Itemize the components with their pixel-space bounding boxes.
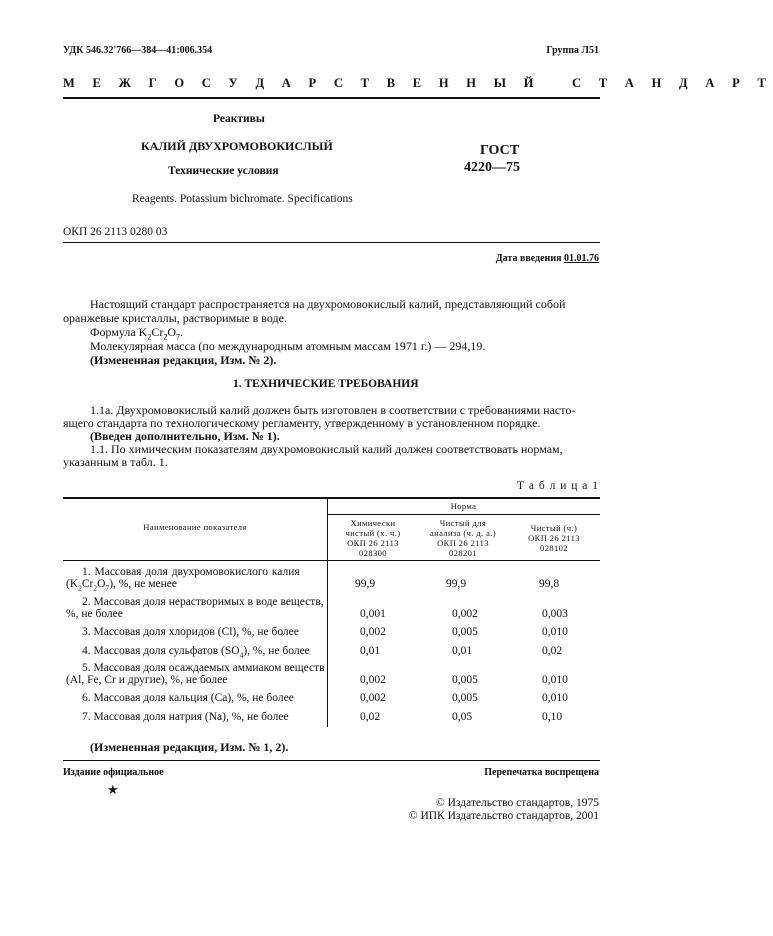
column-header-indicator: Наименование показателя <box>143 522 247 532</box>
row-5-value-3: 0,010 <box>542 674 568 686</box>
star-icon: ★ <box>107 782 119 797</box>
molecular-mass: Молекулярная масса (по международным атомным массам 1971 г.) — 294,19. <box>90 339 486 353</box>
clause-1-1a-line-2: ящего стандарта по технологическому регламенту, утвержденному в установленном порядке. <box>63 416 541 430</box>
copyright-1975: © Издательство стандартов, 1975 <box>435 797 599 809</box>
row-1-label-cont: $(K_2Cr_2O_7)$, %, не менее <box>66 578 177 593</box>
clause-1-1-line-1: 1.1. По химическим показателям двухромовокислый калий должен соответствовать нормам, <box>90 442 563 456</box>
gost-number: 4220—75 <box>464 160 520 175</box>
row-2-label: 2. Массовая доля нерастворимых в воде веществ, <box>82 596 324 608</box>
intro-amendment: (Измененная редакция, Изм. № 2). <box>90 353 277 367</box>
row-1-label: 1. Массовая доля двухромовокислого калия <box>82 566 300 578</box>
copyright-2001: © ИПК Издательство стандартов, 2001 <box>408 810 599 822</box>
row-2-value-3: 0,003 <box>542 608 568 620</box>
grade-header-pure: Чистый (ч.) ОКП 26 2113 028102 <box>528 523 580 553</box>
column-header-norm: Норма <box>450 501 477 511</box>
row-3-value-1: 0,002 <box>360 626 386 638</box>
okp-code: ОКП 26 2113 0280 03 <box>63 226 168 238</box>
clause-1-1a-line-1: 1.1а. Двухромовокислый калий должен быть изготовлен в соответствии с требованиями насто- <box>90 403 576 417</box>
row-3-value-2: 0,005 <box>452 626 478 638</box>
formula: Формула $K_2Cr_2O_7$. <box>90 325 184 342</box>
title-rule <box>63 242 600 243</box>
row-1-value-2: 99,9 <box>446 578 467 590</box>
norm-divider <box>327 514 600 515</box>
footer-rule <box>63 760 600 761</box>
udk-code: УДК 546.32'766—384—41:006.354 <box>63 45 213 56</box>
row-6-value-1: 0,002 <box>360 692 386 704</box>
table-header-bottom-rule <box>63 560 600 561</box>
row-4-value-1: 0,01 <box>360 645 381 657</box>
document-subtitle: Технические условия <box>168 165 279 177</box>
category-label: Реактивы <box>213 113 265 125</box>
row-1-value-3: 99,8 <box>539 578 560 590</box>
table-top-rule <box>63 497 600 499</box>
row-1-value-1: 99,9 <box>355 578 376 590</box>
clause-1-1-line-2: указанным в табл. 1. <box>63 455 168 469</box>
row-3-value-3: 0,010 <box>542 626 568 638</box>
row-4-value-2: 0,01 <box>452 645 473 657</box>
intro-line-2: оранжевые кристаллы, растворимые в воде. <box>63 311 287 325</box>
table-caption: Т а б л и ц а 1 <box>516 480 599 492</box>
row-5-label-cont: (Al, Fe, Cr и другие), %, не более <box>66 674 228 686</box>
standard-banner: М Е Ж Г О С У Д А Р С Т В Е Н Н Ы Й С Т А Н Д А Р Т <box>63 76 773 90</box>
group-code: Группа Л51 <box>546 45 599 56</box>
row-7-value-1: 0,02 <box>360 711 381 723</box>
row-3-label: 3. Массовая доля хлоридов (Cl), %, не более <box>82 626 299 638</box>
product-name: КАЛИЙ ДВУХРОМОВОКИСЛЫЙ <box>141 139 333 153</box>
english-title: Reagents. Potassium bichromate. Specifications <box>132 193 353 205</box>
gost-label: ГОСТ <box>480 143 520 158</box>
row-6-label: 6. Массовая доля кальция (Ca), %, не более <box>82 692 294 704</box>
row-4-label: 4. Массовая доля сульфатов $(SO_4)$, %, не более <box>82 645 310 660</box>
official-edition: Издание официальное <box>63 767 164 778</box>
header-rule <box>63 97 600 99</box>
section-heading: 1. ТЕХНИЧЕСКИЕ ТРЕБОВАНИЯ <box>233 378 419 390</box>
row-2-value-2: 0,002 <box>452 608 478 620</box>
row-4-value-3: 0,02 <box>542 645 563 657</box>
row-7-value-3: 0,10 <box>542 711 563 723</box>
grade-header-analytical: Чистый для анализа (ч. д. а.) ОКП 26 2113 028201 <box>429 518 497 558</box>
row-6-value-2: 0,005 <box>452 692 478 704</box>
clause-1-1a-note: (Введен дополнительно, Изм. № 1). <box>90 429 280 443</box>
reprint-notice: Перепечатка воспрещена <box>484 767 599 778</box>
row-5-label: 5. Массовая доля осаждаемых аммиаком веществ <box>82 662 325 674</box>
effective-date-label: Дата введения <box>495 253 562 264</box>
grade-header-chem-pure: Химически чистый (х. ч.) ОКП 26 2113 028300 <box>345 518 401 558</box>
effective-date <box>496 253 599 264</box>
row-7-value-2: 0,05 <box>452 711 473 723</box>
row-7-label: 7. Массовая доля натрия (Na), %, не более <box>82 711 289 723</box>
effective-date-value: 01.01.76 <box>564 253 599 264</box>
table-body-divider <box>327 560 328 727</box>
row-2-label-cont: %, не более <box>66 608 123 620</box>
row-5-value-2: 0,005 <box>452 674 478 686</box>
table-amendment: (Измененная редакция, Изм. № 1, 2). <box>90 740 289 754</box>
row-5-value-1: 0,002 <box>360 674 386 686</box>
row-6-value-3: 0,010 <box>542 692 568 704</box>
row-2-value-1: 0,001 <box>360 608 386 620</box>
intro-line-1: Настоящий стандарт распространяется на двухромовокислый калий, представляющий собой <box>90 297 566 311</box>
